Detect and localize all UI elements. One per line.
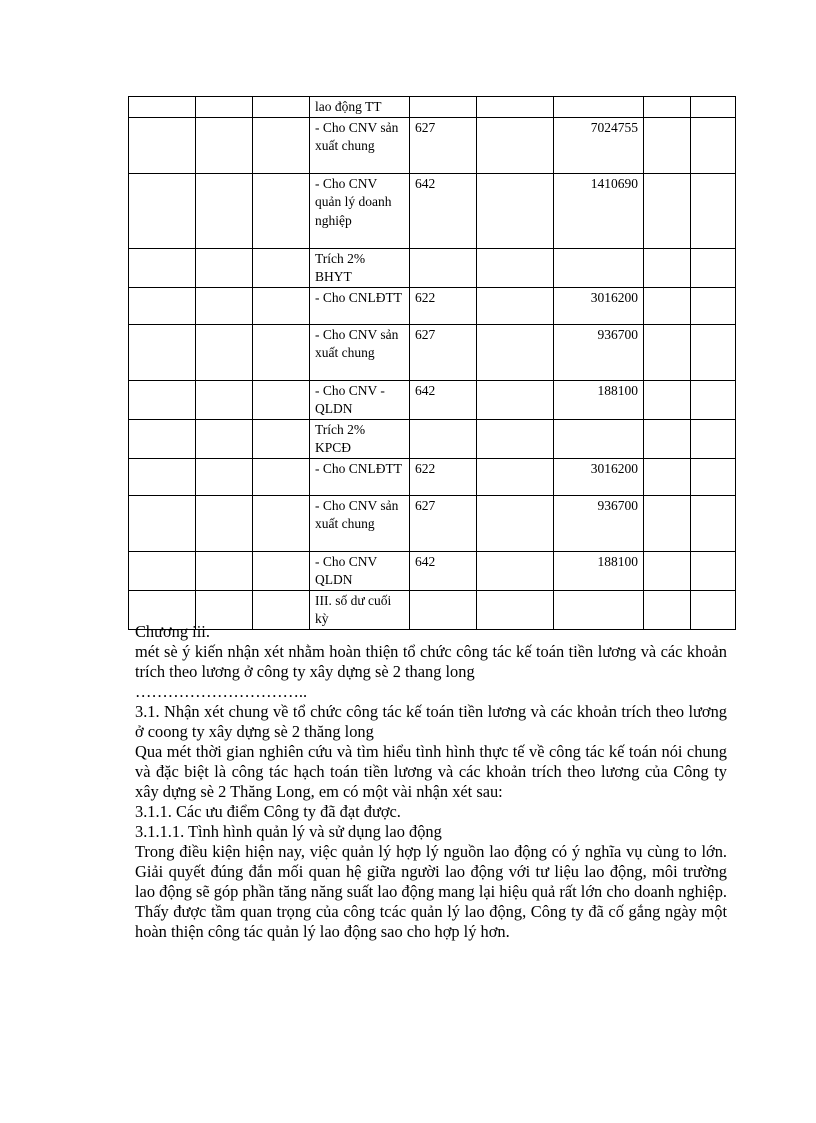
accounting-table <box>128 96 736 630</box>
cell-empty <box>644 495 691 551</box>
chapter-title: mét sè ý kiến nhận xét nhằm hoàn thiện tổ chức công tác kế toán tiền lương và các khoản trích theo lương ở công ty xây dựng sè 2 thang long <box>135 642 727 681</box>
cell-empty <box>129 551 196 590</box>
cell-empty <box>253 117 310 173</box>
table-body <box>129 97 736 630</box>
cell-description: lao động TT <box>310 97 410 118</box>
paragraph-labor-management: Trong điều kiện hiện nay, việc quản lý hợp lý nguồn lao động có ý nghĩa vụ cùng to lớn. Giải quyết đúng đắn mối quan hệ giữa người lao động với tư liệu lao động, môi trường lao động sẽ góp phần tăng năng suất lao động mang lại hiệu quả rất lớn cho doanh nghiệp. Thấy được tầm quan trọng của công tcác quản lý lao động, Công ty đã cố gắng ngày một hoàn thiện công tác quản lý lao động sao cho hợp lý hơn. <box>135 842 727 941</box>
cell-empty <box>644 117 691 173</box>
cell-empty <box>644 324 691 380</box>
section-3-1-1-1-heading: 3.1.1.1. Tình hình quản lý và sử dụng lao động <box>135 822 442 841</box>
cell-amount: 3016200 <box>554 287 644 324</box>
cell-amount: 3016200 <box>554 458 644 495</box>
cell-empty <box>253 248 310 287</box>
cell-empty <box>129 380 196 419</box>
table-row <box>129 380 736 419</box>
paragraph-intro: Qua mét thời gian nghiên cứu và tìm hiểu tình hình thực tế về công tác kế toán nói chung và đặc biệt là công tác hạch toán tiền lương và các khoản trích theo lương của Công ty xây dựng sè 2 Thăng Long, em có một vài nhận xét sau: <box>135 742 727 801</box>
table-row <box>129 248 736 287</box>
chapter-heading: Chương iii. <box>135 622 210 641</box>
cell-amount: 188100 <box>554 380 644 419</box>
cell-empty <box>253 173 310 248</box>
cell-empty <box>129 173 196 248</box>
cell-description: Trích 2% BHYT <box>310 248 410 287</box>
cell-empty <box>691 173 736 248</box>
cell-description: - Cho CNV QLDN <box>310 551 410 590</box>
table-row <box>129 324 736 380</box>
cell-account <box>410 419 477 458</box>
cell-amount: 188100 <box>554 551 644 590</box>
cell-empty <box>691 380 736 419</box>
body-text <box>135 622 727 942</box>
table-row <box>129 117 736 173</box>
cell-empty <box>477 495 554 551</box>
cell-empty <box>129 495 196 551</box>
cell-empty <box>129 287 196 324</box>
cell-empty <box>253 551 310 590</box>
cell-description: - Cho CNV - QLDN <box>310 380 410 419</box>
cell-empty <box>477 551 554 590</box>
section-3-1-heading: 3.1. Nhận xét chung về tổ chức công tác kế toán tiền lương và các khoản trích theo lương ở coong ty xây dựng sè 2 thăng long <box>135 702 727 741</box>
cell-empty <box>644 173 691 248</box>
cell-empty <box>691 97 736 118</box>
cell-empty <box>477 324 554 380</box>
cell-empty <box>691 551 736 590</box>
table-row <box>129 495 736 551</box>
cell-description: - Cho CNV quản lý doanh nghiệp <box>310 173 410 248</box>
cell-amount: 7024755 <box>554 117 644 173</box>
cell-empty <box>644 458 691 495</box>
table-row <box>129 419 736 458</box>
cell-empty <box>477 458 554 495</box>
cell-empty <box>253 324 310 380</box>
cell-empty <box>196 248 253 287</box>
cell-empty <box>644 419 691 458</box>
cell-empty <box>691 419 736 458</box>
cell-empty <box>253 495 310 551</box>
cell-empty <box>477 419 554 458</box>
cell-empty <box>196 380 253 419</box>
cell-empty <box>196 458 253 495</box>
cell-account: 642 <box>410 173 477 248</box>
cell-account: 627 <box>410 324 477 380</box>
section-3-1-1-heading: 3.1.1. Các ưu điểm Công ty đã đạt được. <box>135 802 401 821</box>
cell-amount: 936700 <box>554 324 644 380</box>
dotted-leader: ………………………….. <box>135 682 308 701</box>
cell-amount: 1410690 <box>554 173 644 248</box>
cell-description: - Cho CNV sản xuất chung <box>310 495 410 551</box>
cell-empty <box>196 97 253 118</box>
table-row <box>129 458 736 495</box>
cell-empty <box>196 117 253 173</box>
cell-empty <box>477 117 554 173</box>
cell-empty <box>129 97 196 118</box>
table-row <box>129 287 736 324</box>
cell-account: 622 <box>410 287 477 324</box>
cell-empty <box>477 97 554 118</box>
cell-empty <box>644 248 691 287</box>
cell-amount: 936700 <box>554 495 644 551</box>
cell-empty <box>691 458 736 495</box>
cell-empty <box>691 248 736 287</box>
cell-account <box>410 97 477 118</box>
cell-amount <box>554 248 644 287</box>
cell-description: - Cho CNLĐTT <box>310 458 410 495</box>
cell-empty <box>691 324 736 380</box>
cell-description: Trích 2% KPCĐ <box>310 419 410 458</box>
cell-amount <box>554 419 644 458</box>
cell-empty <box>691 117 736 173</box>
cell-empty <box>691 287 736 324</box>
cell-empty <box>644 551 691 590</box>
cell-account <box>410 248 477 287</box>
cell-empty <box>253 287 310 324</box>
cell-amount <box>554 97 644 118</box>
cell-empty <box>129 248 196 287</box>
cell-empty <box>129 458 196 495</box>
cell-empty <box>129 419 196 458</box>
cell-account: 627 <box>410 495 477 551</box>
cell-empty <box>129 117 196 173</box>
cell-empty <box>129 324 196 380</box>
cell-empty <box>253 458 310 495</box>
cell-empty <box>644 97 691 118</box>
cell-account: 622 <box>410 458 477 495</box>
cell-empty <box>196 287 253 324</box>
cell-empty <box>253 419 310 458</box>
cell-empty <box>196 495 253 551</box>
cell-empty <box>196 419 253 458</box>
cell-empty <box>644 380 691 419</box>
cell-empty <box>477 380 554 419</box>
cell-description: - Cho CNV sản xuất chung <box>310 324 410 380</box>
cell-empty <box>691 495 736 551</box>
cell-empty <box>477 287 554 324</box>
cell-description: - Cho CNV sản xuất chung <box>310 117 410 173</box>
table-row <box>129 173 736 248</box>
cell-empty <box>253 97 310 118</box>
cell-empty <box>253 380 310 419</box>
cell-account: 627 <box>410 117 477 173</box>
table-row <box>129 551 736 590</box>
cell-empty <box>196 551 253 590</box>
cell-empty <box>196 173 253 248</box>
cell-account: 642 <box>410 551 477 590</box>
cell-empty <box>196 324 253 380</box>
table-row <box>129 97 736 118</box>
cell-account: 642 <box>410 380 477 419</box>
cell-description: III. số dư cuối kỳ <box>310 590 410 629</box>
cell-empty <box>477 248 554 287</box>
cell-description: - Cho CNLĐTT <box>310 287 410 324</box>
cell-empty <box>477 173 554 248</box>
cell-empty <box>644 287 691 324</box>
